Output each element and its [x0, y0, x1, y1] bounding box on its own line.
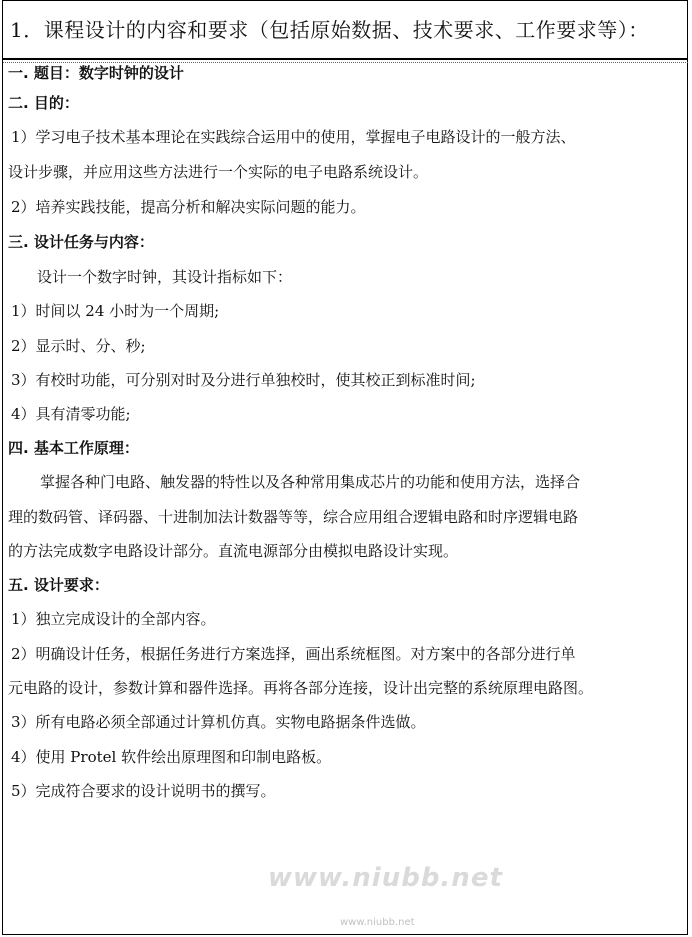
- purpose-item-1-line-2: 设计步骤，并应用这些方法进行一个实际的电子电路系统设计。: [8, 163, 429, 181]
- tasks-item-4: 4）具有清零功能;: [11, 405, 131, 423]
- tasks-item-2: 2）显示时、分、秒;: [11, 337, 146, 355]
- section-title-purpose: 二. 目的：: [8, 94, 79, 112]
- requirements-item-4: 4）使用 Protel 软件绘出原理图和印制电路板。: [11, 748, 332, 766]
- principle-line-3: 的方法完成数字电路设计部分。直流电源部分由模拟电路设计实现。: [8, 542, 459, 560]
- requirements-item-1: 1）独立完成设计的全部内容。: [11, 610, 216, 628]
- watermark-logo: www.niubb.net: [268, 863, 503, 893]
- requirements-item-3: 3）所有电路必须全部通过计算机仿真。实物电路据条件选做。: [11, 713, 426, 731]
- section-title-principle: 四. 基本工作原理：: [8, 439, 139, 457]
- section-title-topic: 一. 题目：数字时钟的设计: [8, 64, 184, 82]
- section-title-tasks: 三. 设计任务与内容：: [8, 233, 154, 251]
- purpose-item-1-line-1: 1）学习电子技术基本理论在实践综合运用中的使用，掌握电子电路设计的一般方法、: [11, 128, 576, 146]
- tasks-item-3: 3）有校时功能，可分别对时及分进行单独校时，使其校正到标准时间;: [11, 371, 476, 389]
- requirements-item-5: 5）完成符合要求的设计说明书的撰写。: [11, 782, 276, 800]
- watermark-url: www.niubb.net: [340, 917, 415, 928]
- purpose-item-2: 2）培养实践技能，提高分析和解决实际问题的能力。: [11, 198, 366, 216]
- tasks-intro: 设计一个数字时钟，其设计指标如下：: [37, 268, 293, 286]
- header-row: [3, 0, 688, 60]
- requirements-item-2-line-1: 2）明确设计任务，根据任务进行方案选择，画出系统框图。对方案中的各部分进行单: [11, 645, 576, 663]
- section-title-requirements: 五. 设计要求：: [8, 576, 109, 594]
- tasks-item-1: 1）时间以 24 小时为一个周期;: [11, 302, 220, 320]
- principle-line-2: 理的数码管、译码器、十进制加法计数器等等，综合应用组合逻辑电路和时序逻辑电路: [8, 508, 579, 526]
- principle-line-1: 掌握各种门电路、触发器的特性以及各种常用集成芯片的功能和使用方法，选择合: [40, 473, 581, 491]
- requirements-item-2-line-2: 元电路的设计，参数计算和器件选择。再将各部分连接，设计出完整的系统原理电路图。: [8, 679, 594, 697]
- header-title: 1．课程设计的内容和要求（包括原始数据、技术要求、工作要求等）：: [10, 18, 649, 42]
